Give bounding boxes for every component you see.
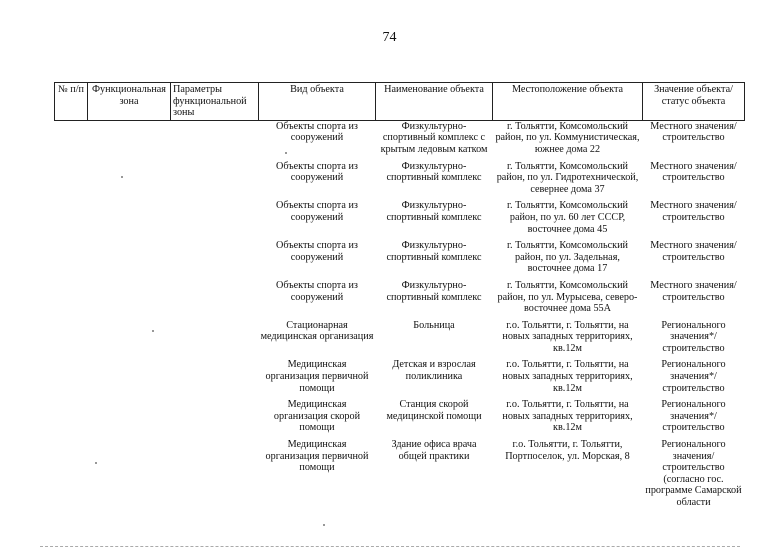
table-row bbox=[55, 399, 745, 439]
scan-edge-line bbox=[40, 546, 740, 548]
object-type: Объекты спорта из сооружений bbox=[276, 200, 358, 223]
object-type: Объекты спорта из сооружений bbox=[276, 160, 358, 184]
header-object-location: Местоположение объекта bbox=[493, 83, 643, 121]
scan-speck bbox=[121, 176, 123, 178]
table-row bbox=[55, 359, 745, 399]
table-row bbox=[55, 240, 745, 280]
object-location: г. Тольятти, Комсомольский район, по ул. Гидротехнической, севернее дома 37 bbox=[496, 160, 639, 195]
object-location: г. Тольятти, Комсомольский район, по ул. Коммунистическая, южнее дома 22 bbox=[495, 120, 640, 155]
object-status: Местного значения/ строительство bbox=[650, 279, 737, 303]
header-object-name: Наименование объекта bbox=[376, 83, 493, 121]
object-status: Местного значения/ строительство bbox=[650, 200, 737, 223]
table-row bbox=[55, 280, 745, 320]
object-status: Местного значения/ строительство bbox=[650, 120, 737, 144]
object-name: Физкультурно-спортивный комплекс bbox=[386, 200, 482, 223]
object-type: Медицинская организация скорой помощи bbox=[273, 399, 361, 434]
object-location: г. Тольятти, Комсомольский район, по ул. Мурысева, северо-восточнее дома 55А bbox=[497, 279, 638, 315]
scan-speck bbox=[285, 152, 287, 154]
table-row bbox=[55, 120, 745, 160]
table-row bbox=[55, 320, 745, 360]
object-name: Физкультурно-спортивный комплекс с крытым ледовым катком bbox=[380, 120, 488, 155]
object-name: Больница bbox=[413, 319, 455, 331]
scan-speck bbox=[152, 330, 154, 332]
table-row bbox=[55, 200, 745, 240]
header-zone-params: Параметры функциональной зоны bbox=[171, 83, 259, 121]
object-status: Регионального значения*/ строительство bbox=[661, 399, 726, 434]
object-location: г. Тольятти, Комсомольский район, по ул. Задельная, восточнее дома 17 bbox=[507, 240, 628, 275]
header-object-status: Значение объекта/статус объекта bbox=[643, 83, 745, 121]
table-row bbox=[55, 439, 745, 514]
object-location: г. Тольятти, Комсомольский район, по ул. 60 лет СССР, восточнее дома 45 bbox=[507, 200, 628, 235]
scan-speck bbox=[95, 462, 97, 464]
object-type: Медицинская организация первичной помощи bbox=[265, 439, 369, 474]
object-name: Станция скорой медицинской помощи bbox=[386, 399, 482, 422]
object-name: Здание офиса врача общей практики bbox=[391, 439, 477, 462]
object-type: Объекты спорта из сооружений bbox=[276, 120, 358, 144]
object-status: Регионального значения*/ строительство bbox=[661, 319, 726, 354]
header-number: № п/п bbox=[55, 83, 88, 121]
object-status: Местного значения/ строительство bbox=[650, 240, 737, 263]
object-type: Стационарная медицинская организация bbox=[260, 319, 374, 343]
object-status: Регионального значения*/ строительство bbox=[661, 359, 726, 394]
object-type: Медицинская организация первичной помощи bbox=[265, 359, 369, 394]
object-name: Физкультурно-спортивный комплекс bbox=[386, 279, 482, 303]
object-status: Местного значения/ строительство bbox=[650, 160, 737, 184]
object-name: Детская и взрослая поликлиника bbox=[392, 359, 476, 383]
object-type: Объекты спорта из сооружений bbox=[276, 279, 358, 303]
object-name: Физкультурно-спортивный комплекс bbox=[386, 240, 482, 263]
table-row bbox=[55, 161, 745, 201]
scan-speck bbox=[323, 524, 325, 526]
table-header-row bbox=[55, 83, 745, 121]
page-number: 74 bbox=[382, 30, 397, 45]
object-location: г.о. Тольятти, г. Тольятти, на новых западных территориях, кв.12м bbox=[502, 319, 633, 354]
document-table bbox=[54, 82, 745, 514]
header-zone: Функциональная зона bbox=[88, 83, 171, 121]
object-type: Объекты спорта из сооружений bbox=[276, 240, 358, 263]
object-location: г.о. Тольятти, г. Тольятти, на новых западных территориях, кв.12м bbox=[502, 359, 633, 394]
object-status: Регионального значения/ строительство (согласно гос. программе Самарской области bbox=[645, 439, 742, 508]
object-location: г.о. Тольятти, г. Тольятти, на новых западных территориях, кв.12м bbox=[502, 399, 633, 434]
object-location: г.о. Тольятти, г. Тольятти, Портпоселок, ул. Морская, 8 bbox=[505, 439, 630, 462]
header-object-type: Вид объекта bbox=[259, 83, 376, 121]
object-name: Физкультурно-спортивный комплекс bbox=[386, 160, 482, 184]
